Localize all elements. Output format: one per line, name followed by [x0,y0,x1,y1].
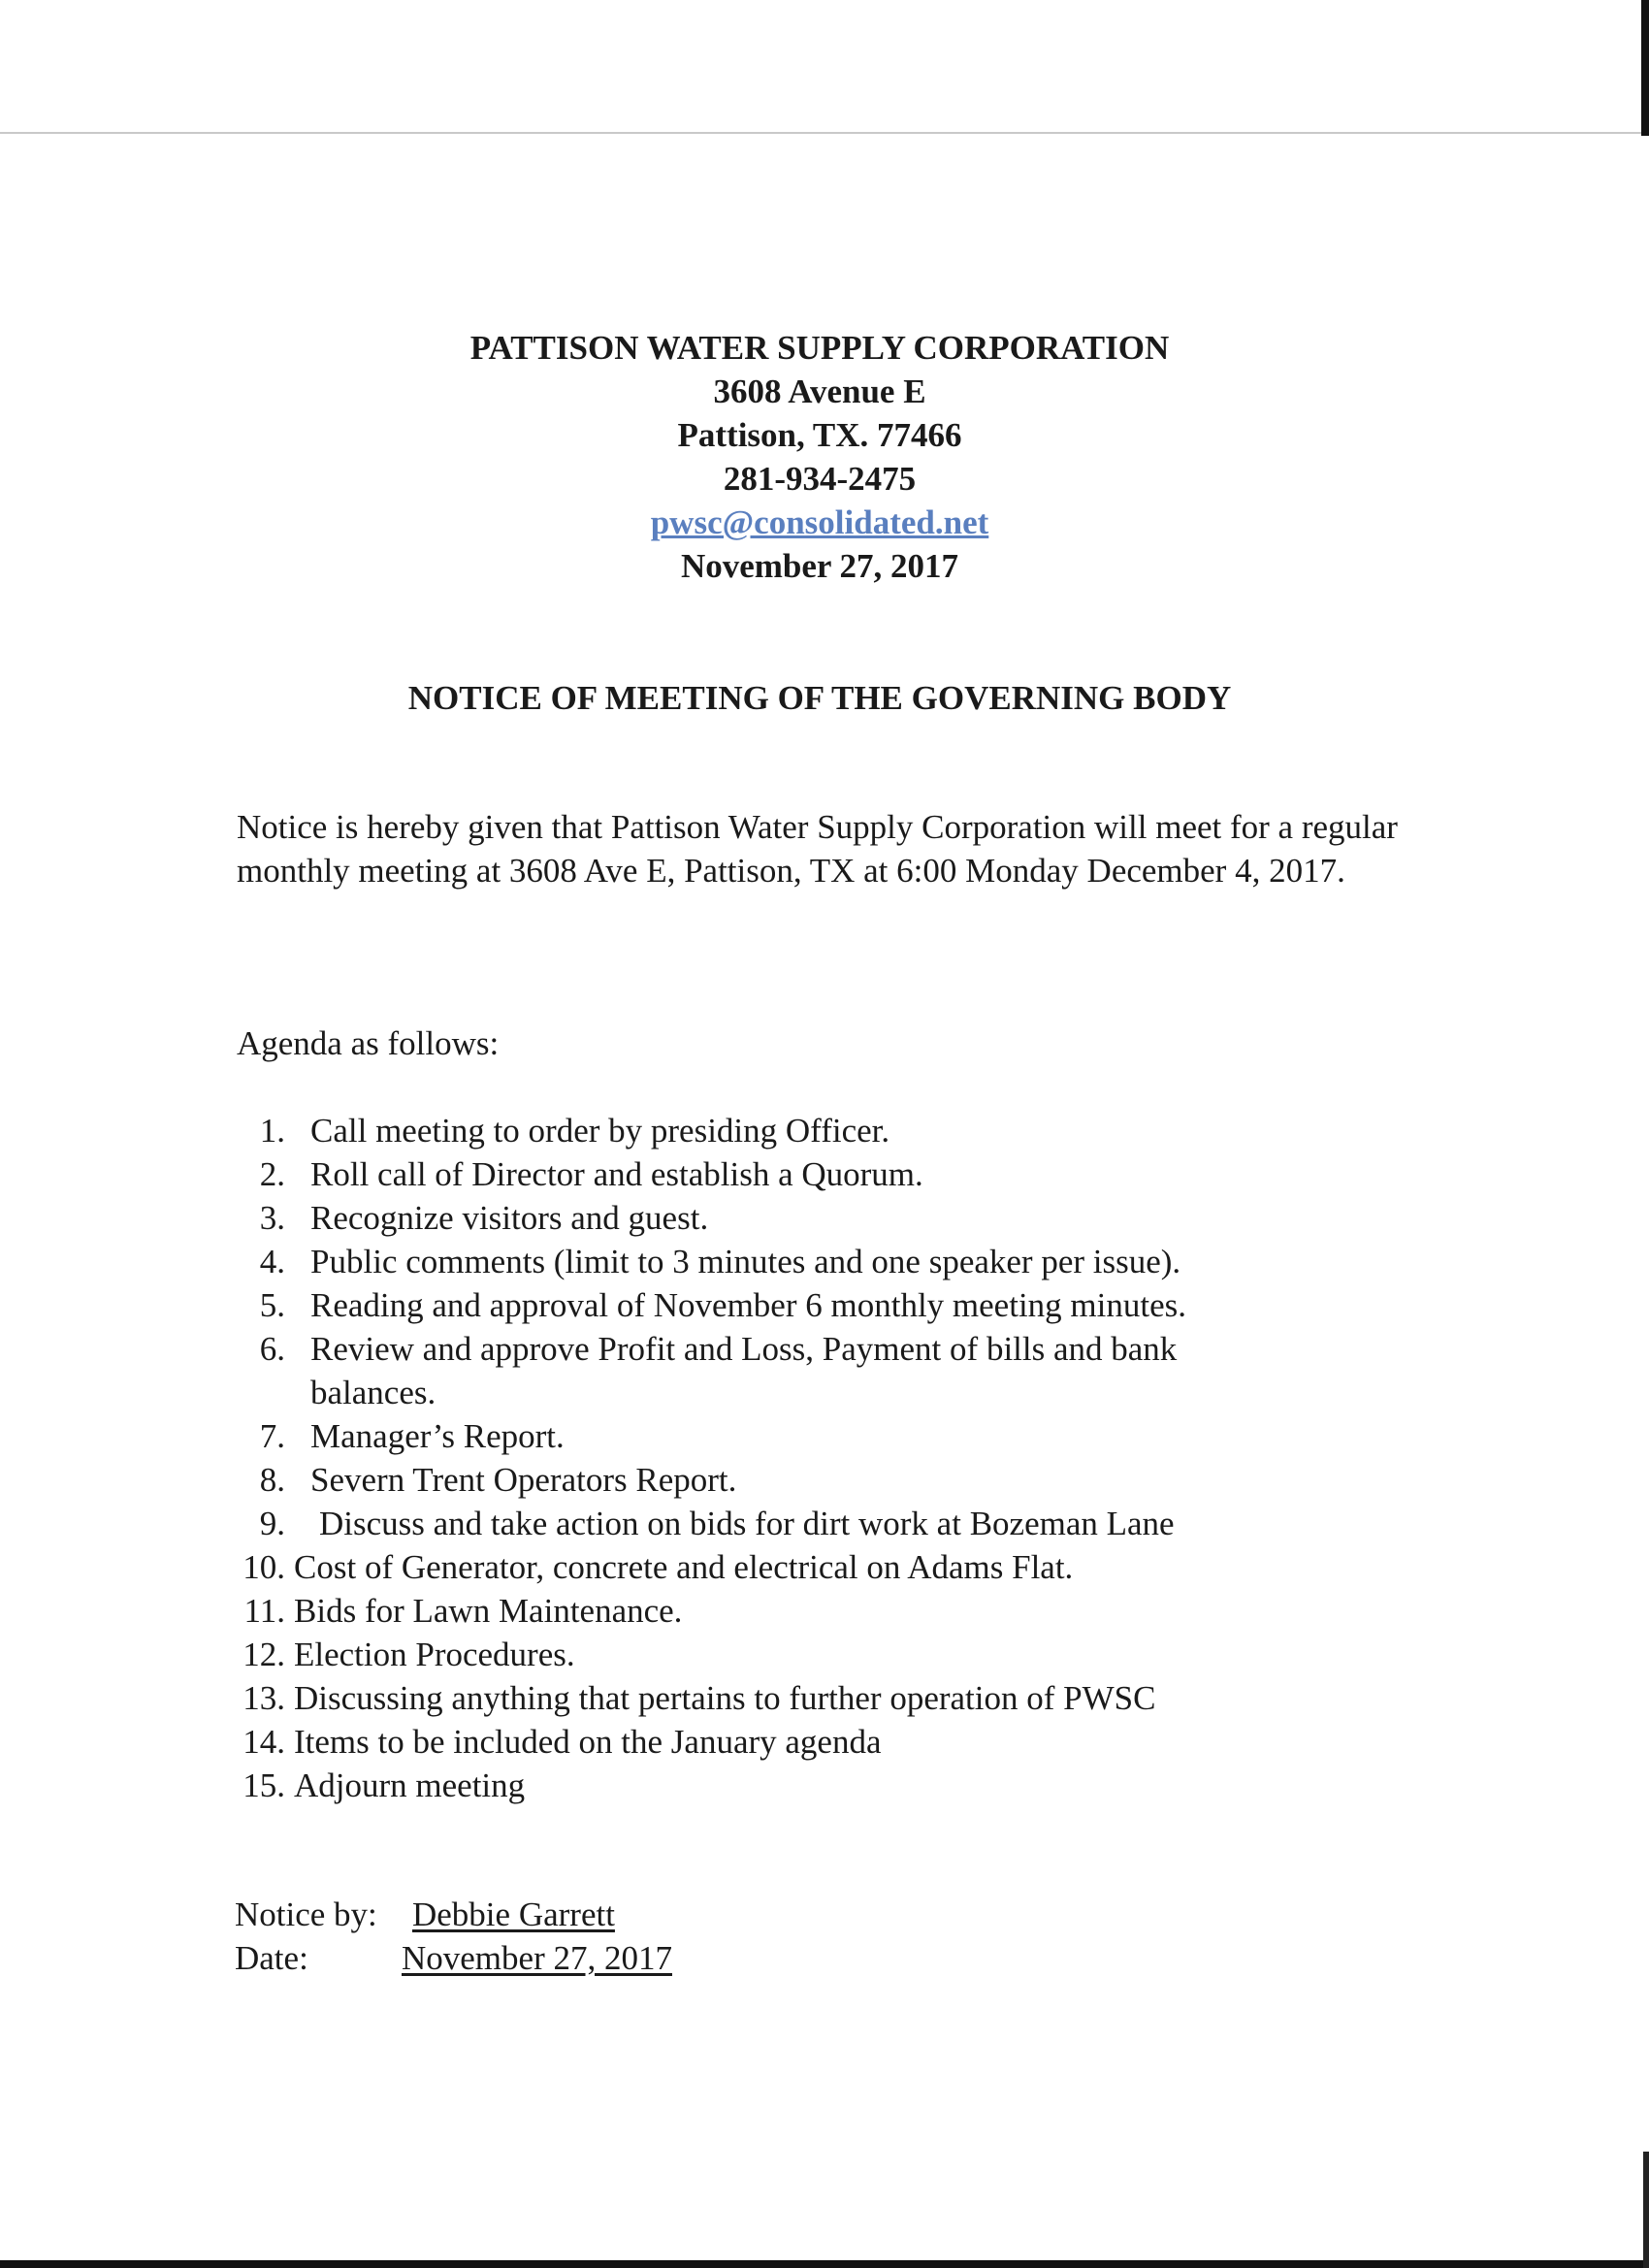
notice-by-label: Notice by: [235,1895,377,1933]
agenda-item-number: 11. [243,1592,285,1630]
agenda-heading: Agenda as follows: [237,1024,500,1062]
agenda-list [237,1109,1401,1807]
city-state-zip: Pattison, TX. 77466 [677,416,962,454]
agenda-item-text: Reading and approval of November 6 monthly meeting minutes. [310,1286,1186,1324]
agenda-item-text: Discuss and take action on bids for dirt work at Bozeman Lane [319,1505,1175,1542]
agenda-item-text: Cost of Generator, concrete and electrical on Adams Flat. [294,1548,1074,1586]
agenda-item-number: 2. [259,1155,285,1193]
scan-bottom-edge [0,2260,1649,2268]
agenda-item-number: 15. [242,1766,285,1804]
agenda-item [237,1502,1401,1545]
agenda-item-number: 9. [259,1505,285,1542]
agenda-item [237,1327,1401,1414]
organization-name: PATTISON WATER SUPPLY CORPORATION [469,329,1170,367]
agenda-item-number: 12. [242,1636,285,1673]
agenda-item [237,1283,1401,1327]
scan-top-edge [0,0,1649,134]
agenda-item-text: Election Procedures. [294,1636,575,1673]
phone-number: 281-934-2475 [723,460,917,498]
notice-footer [235,1893,672,1980]
agenda-item-text: Manager’s Report. [310,1417,565,1455]
agenda-item-text: Bids for Lawn Maintenance. [294,1592,683,1630]
letterhead-date: November 27, 2017 [680,547,959,585]
agenda-item [237,1676,1401,1720]
agenda-item-text: Roll call of Director and establish a Quorum. [310,1155,923,1193]
agenda-item-number: 14. [242,1723,285,1761]
notice-title: NOTICE OF MEETING OF THE GOVERNING BODY [407,679,1232,717]
notice-by-value: Debbie Garrett [412,1895,615,1933]
agenda-item [237,1414,1401,1458]
agenda-item [237,1720,1401,1764]
street-address: 3608 Avenue E [713,373,926,410]
agenda-item [237,1633,1401,1676]
agenda-item-number: 4. [259,1243,285,1280]
agenda-item [237,1240,1401,1283]
notice-by-row [235,1893,672,1936]
agenda-item [237,1764,1401,1807]
agenda-item-text: Adjourn meeting [294,1766,526,1804]
agenda-item [237,1589,1401,1633]
scan-bottom-right-edge [1643,2152,1649,2268]
agenda-item [237,1109,1401,1152]
letterhead [0,326,1639,588]
agenda-item-number: 10. [242,1548,285,1586]
agenda-item-number: 8. [259,1461,285,1499]
agenda-item-number: 3. [259,1199,285,1237]
agenda-item-text: Call meeting to order by presiding Officer. [310,1112,890,1150]
scan-right-edge [1641,0,1649,136]
agenda-item-number: 5. [259,1286,285,1324]
agenda-item-text: Discussing anything that pertains to further operation of PWSC [294,1679,1156,1717]
agenda-item-text: Severn Trent Operators Report. [310,1461,737,1499]
agenda-item [237,1458,1401,1502]
agenda-item-text: Items to be included on the January agenda [294,1723,882,1761]
agenda-item [237,1152,1401,1196]
date-value: November 27, 2017 [402,1939,672,1977]
agenda-item-number: 13. [242,1679,285,1717]
agenda-item-number: 1. [259,1112,285,1150]
agenda-item [237,1196,1401,1240]
agenda-item-text: Public comments (limit to 3 minutes and one speaker per issue). [310,1243,1181,1280]
agenda-item-text: Recognize visitors and guest. [310,1199,709,1237]
agenda-item [237,1545,1401,1589]
agenda-item-number: 6. [259,1330,285,1368]
agenda-item-text: Review and approve Profit and Loss, Payment of bills and bank balances. [310,1330,1178,1411]
date-label: Date: [235,1939,308,1977]
agenda-item-number: 7. [259,1417,285,1455]
email-link[interactable]: pwsc@consolidated.net [650,503,989,541]
date-row [235,1936,672,1980]
intro-paragraph: Notice is hereby given that Pattison Water Supply Corporation will meet for a regular monthly meeting at 3608 Ave E, Pattison, TX at 6:00 Monday December 4, 2017. [237,808,1398,890]
